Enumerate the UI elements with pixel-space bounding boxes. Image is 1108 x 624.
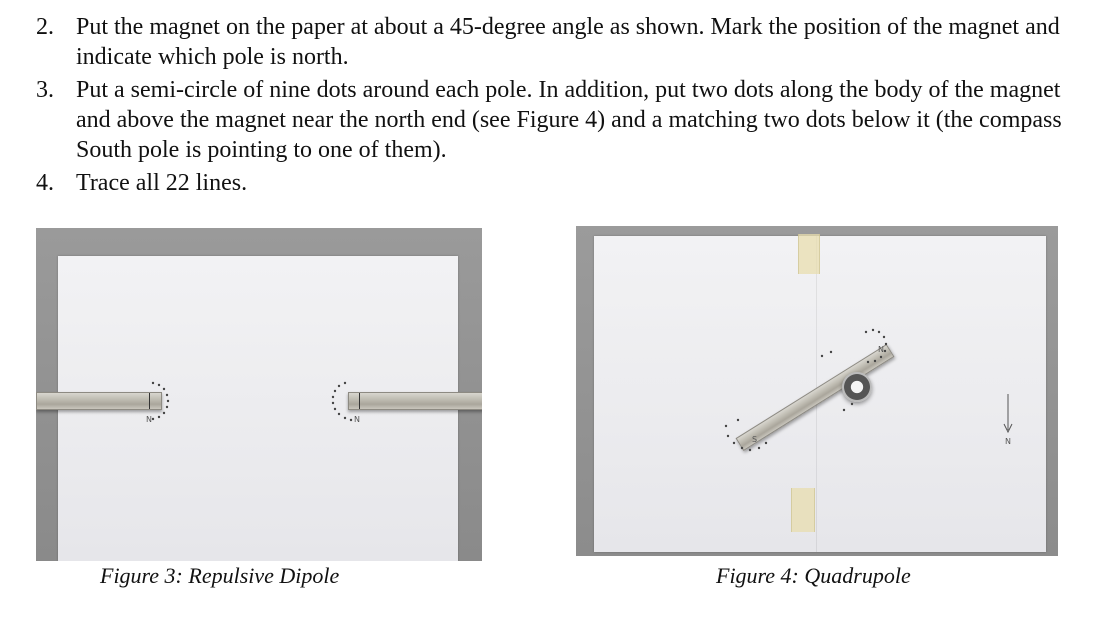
- arrow-label: N: [1005, 437, 1011, 446]
- arrow-down-icon: [1004, 394, 1012, 432]
- pole-label-north: N: [146, 415, 152, 424]
- step-number: 4.: [36, 170, 54, 196]
- step-text: Put the magnet on the paper at about a 45-degree angle as shown. Mark the position of the magnet and indicate which pole is north.: [76, 14, 1060, 70]
- step-number: 2.: [36, 14, 54, 40]
- instruction-step: [36, 75, 1086, 165]
- step-text: Put a semi-circle of nine dots around each pole. In addition, put two dots along the body of the magnet and above the magnet near the north end (see Figure 4) and a matching two dots below it (the compass South pole is pointing to one of them).: [76, 77, 1062, 163]
- instruction-list: [36, 12, 1086, 198]
- figure-3-photo: [36, 228, 482, 561]
- step-number: 3.: [36, 77, 54, 103]
- pole-label-north: N: [354, 415, 360, 424]
- figure-3-caption: Figure 3: Repulsive Dipole: [100, 563, 340, 588]
- step-text: Trace all 22 lines.: [76, 170, 248, 196]
- instruction-step: [36, 168, 1086, 198]
- pole-label-north: N: [878, 345, 884, 354]
- pole-label-south: S: [752, 435, 758, 444]
- dot-marks: [36, 228, 482, 561]
- figure-4-photo: [576, 226, 1058, 556]
- instruction-step: [36, 12, 1086, 72]
- figure-4-caption: Figure 4: Quadrupole: [716, 563, 911, 588]
- dot-marks: [576, 226, 1058, 556]
